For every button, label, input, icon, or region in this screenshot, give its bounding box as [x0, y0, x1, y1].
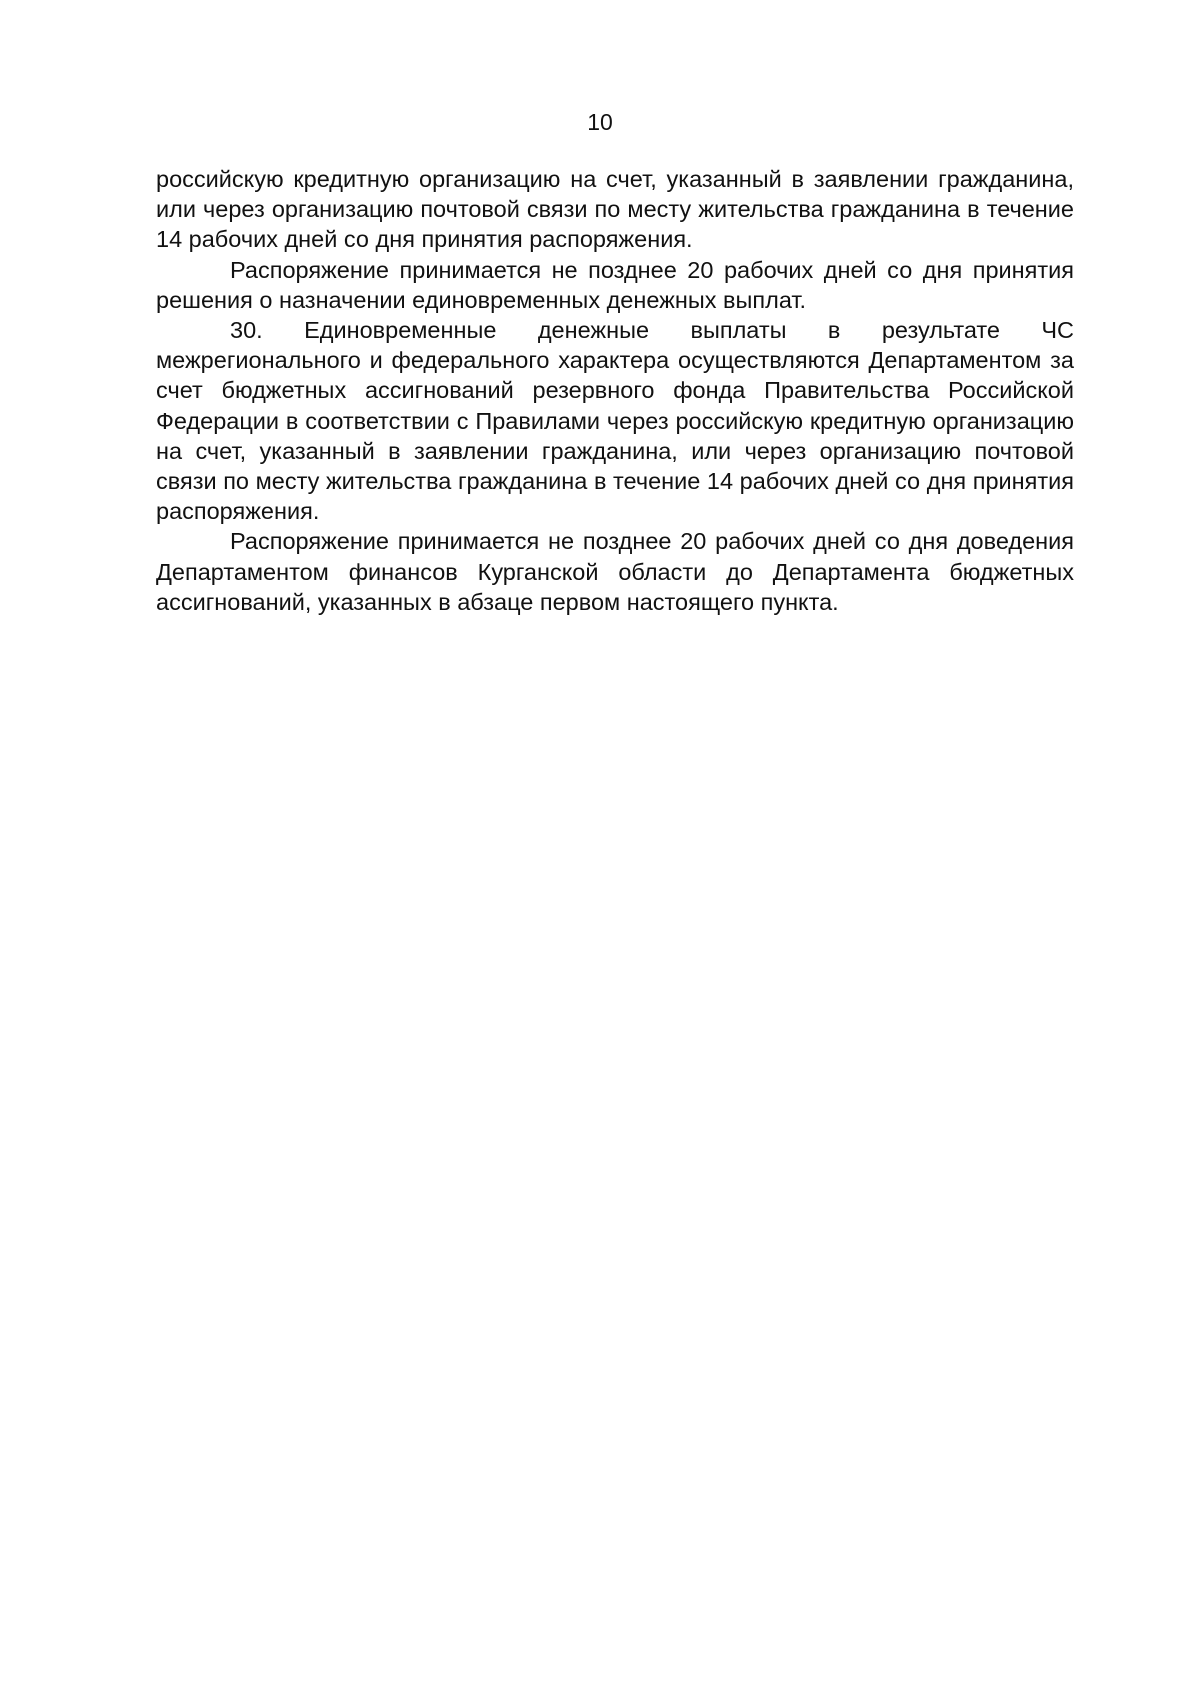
- page-number: 10: [587, 109, 613, 135]
- paragraph-order-deadline: Распоряжение принимается не позднее 20 рабочих дней со дня доведения Департаментом финансов Курганской области до Департамента бюджетных ассигнований, указанных в абзаце первом настоящего пункта.: [156, 528, 1074, 615]
- paragraph-decision-deadline: Распоряжение принимается не позднее 20 рабочих дней со дня принятия решения о назначении единовременных денежных выплат.: [156, 256, 1074, 313]
- paragraph-item-30: 30. Единовременные денежные выплаты в результате ЧС межрегионального и федерального характера осуществляются Департаментом за счет бюджетных ассигнований резервного фонда Правительства Российской Федерации в соответствии с Правилами через российскую кредитную организацию на счет, указанный в заявлении гражданина, или через организацию почтовой связи по месту жительства гражданина в течение 14 рабочих дней со дня принятия распоряжения.: [156, 317, 1074, 525]
- paragraph-continuation: российскую кредитную организацию на счет, указанный в заявлении гражданина, или через организацию почтовой связи по месту жительства гражданина в течение 14 рабочих дней со дня принятия распоряжения.: [156, 166, 1074, 253]
- document-body: [156, 164, 1074, 617]
